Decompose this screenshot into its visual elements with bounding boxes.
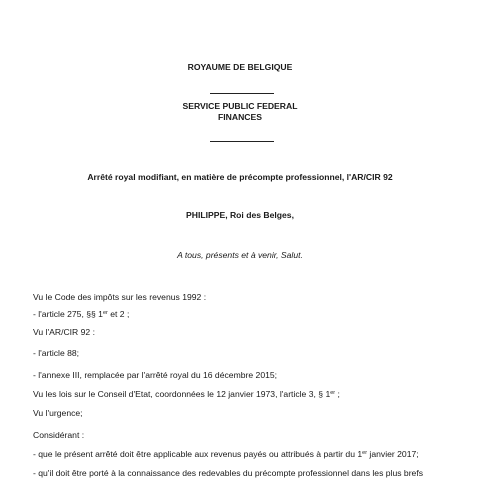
document-title: Arrêté royal modifiant, en matière de précompte professionnel, l'AR/CIR 92 — [87, 172, 393, 182]
divider-rule-top — [210, 93, 274, 94]
greeting-line: A tous, présents et à venir, Salut. — [177, 250, 303, 260]
body-line: - l'article 275, §§ 1er et 2 ; — [33, 309, 130, 319]
body-line: - qu'il doit être porté à la connaissance des redevables du précompte professionnel dans les plus brefs — [33, 468, 424, 478]
body-line: Vu le Code des impôts sur les revenus 1992 : — [33, 292, 207, 302]
service-heading-line1: SERVICE PUBLIC FEDERAL — [182, 101, 298, 111]
king-line: PHILIPPE, Roi des Belges, — [186, 210, 294, 220]
body-line: - l'annexe III, remplacée par l'arrêté royal du 16 décembre 2015; — [33, 370, 278, 380]
divider-rule-bottom — [210, 141, 274, 142]
body-line: Vu les lois sur le Conseil d'Etat, coordonnées le 12 janvier 1973, l'article 3, § 1er ; — [33, 389, 340, 399]
body-line: - que le présent arrêté doit être applicable aux revenus payés ou attribués à partir du 1er janvier 2017; — [33, 449, 419, 459]
body-line: Vu l'AR/CIR 92 : — [33, 327, 95, 337]
body-line: - l'article 88; — [33, 348, 80, 358]
body-line: Considérant : — [33, 430, 85, 440]
body-line: Vu l'urgence; — [33, 408, 83, 418]
kingdom-heading: ROYAUME DE BELGIQUE — [187, 62, 293, 72]
service-heading-line2: FINANCES — [218, 112, 262, 122]
